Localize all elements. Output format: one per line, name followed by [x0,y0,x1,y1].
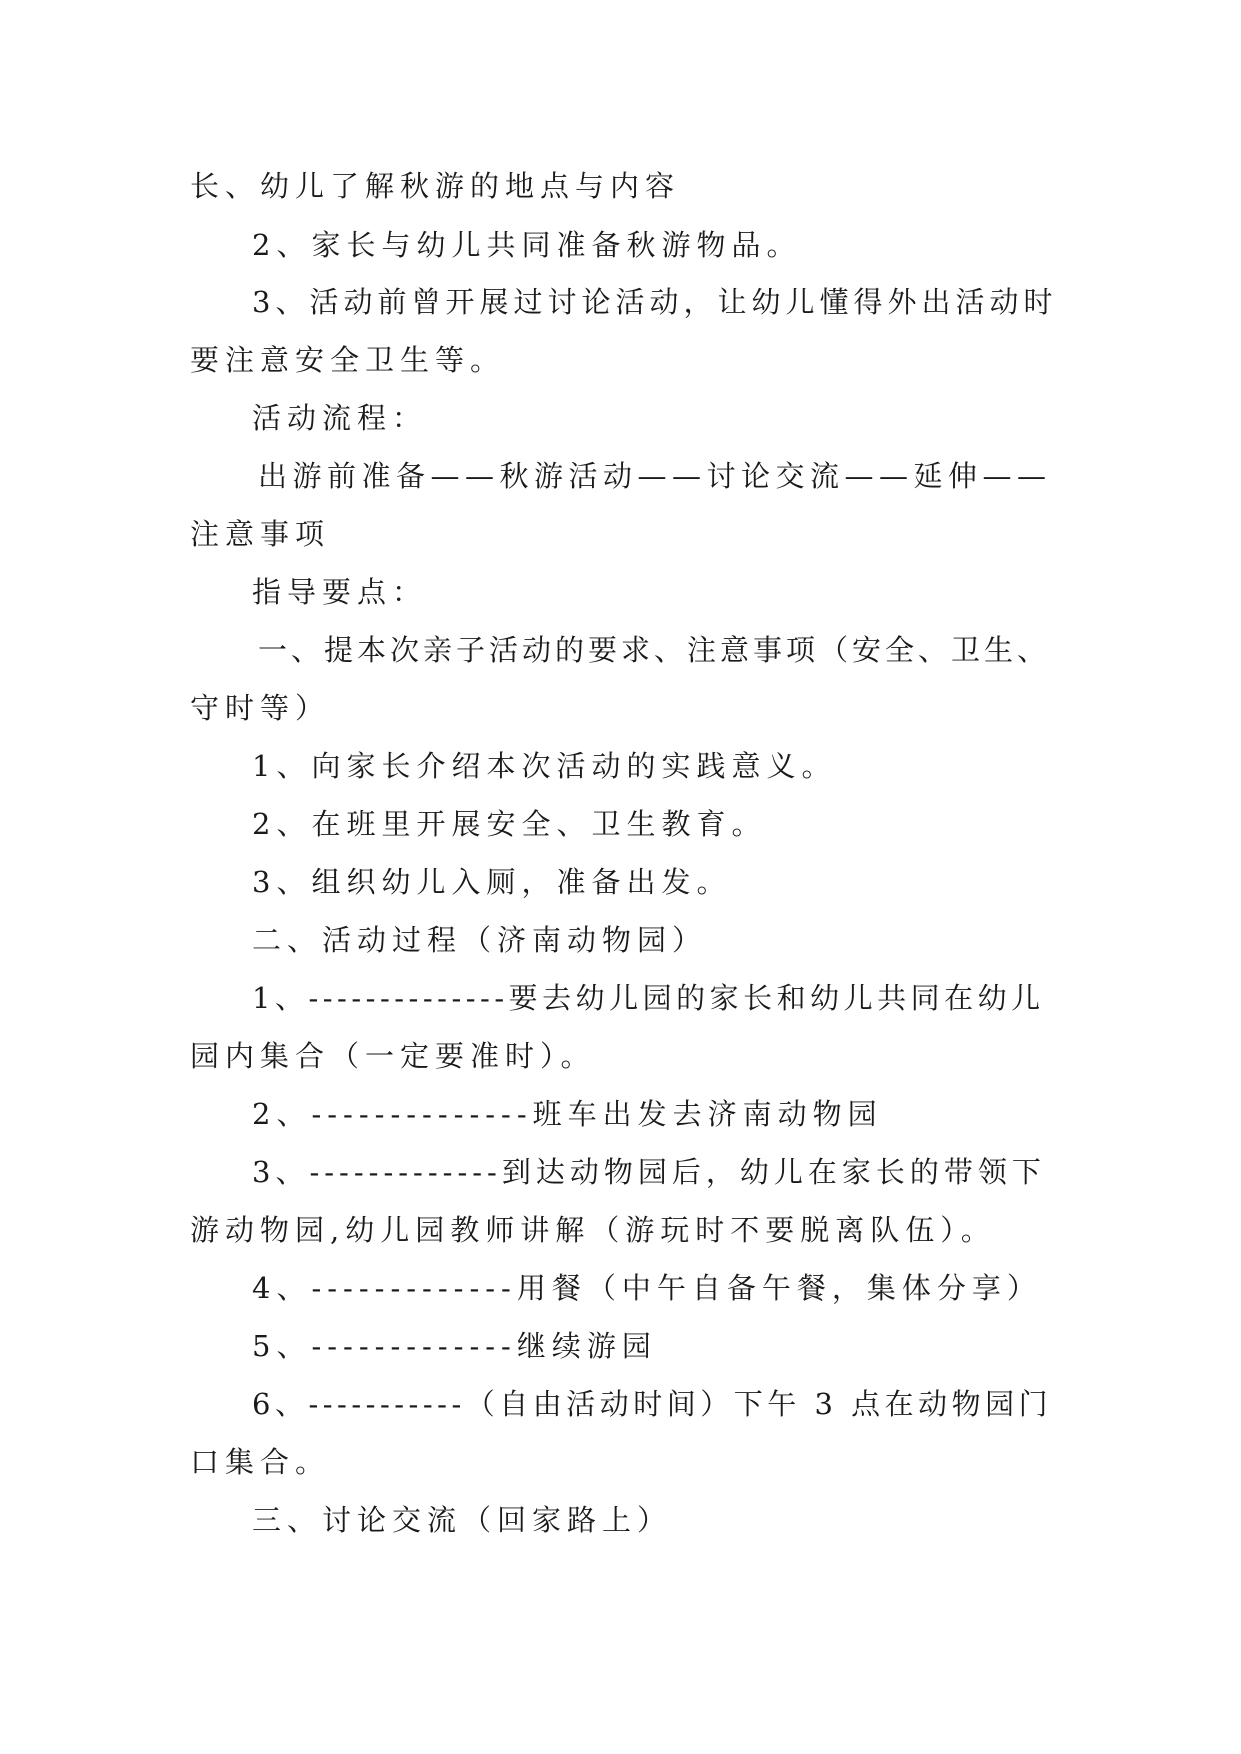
text-line: 4、-------------用餐（中午自备午餐，集体分享） [252,1271,1042,1305]
text-line: 守时等） [190,691,331,725]
text-line: 注意事项 [190,517,331,551]
text-line: 3、活动前曾开展过讨论活动，让幼儿懂得外出活动时 [252,285,1058,319]
text-line: 2、--------------班车出发去济南动物园 [252,1097,883,1131]
text-line: 一、提本次亲子活动的要求、注意事项（安全、卫生、 [258,633,1051,667]
text-line: 出游前准备——秋游活动——讨论交流——延伸—— [258,459,1052,493]
section-heading: 二、活动过程（济南动物园） [252,923,708,957]
text-line: 游动物园,幼儿园教师讲解（游玩时不要脱离队伍）。 [190,1213,996,1247]
section-heading: 活动流程： [252,401,428,435]
text-line: 5、-------------继续游园 [252,1329,657,1363]
text-line: 3、组织幼儿入厕，准备出发。 [252,865,732,899]
section-heading: 三、讨论交流（回家路上） [252,1503,673,1537]
text-line: 要注意安全卫生等。 [190,343,506,377]
text-line: 2、家长与幼儿共同准备秋游物品。 [252,228,802,262]
text-line: 2、在班里开展安全、卫生教育。 [252,807,767,841]
text-line: 6、-----------（自由活动时间）下午 3 点在动物园门 [252,1387,1053,1421]
section-heading: 指导要点： [252,575,428,609]
text-line: 园内集合（一定要准时）。 [190,1039,596,1073]
text-line: 口集合。 [190,1445,331,1479]
text-line: 1、向家长介绍本次活动的实践意义。 [252,749,837,783]
text-line: 3、-------------到达动物园后，幼儿在家长的带领下 [252,1155,1046,1189]
text-line: 1、--------------要去幼儿园的家长和幼儿共同在幼儿 [252,981,1045,1015]
text-line: 长、幼儿了解秋游的地点与内容 [190,169,681,203]
